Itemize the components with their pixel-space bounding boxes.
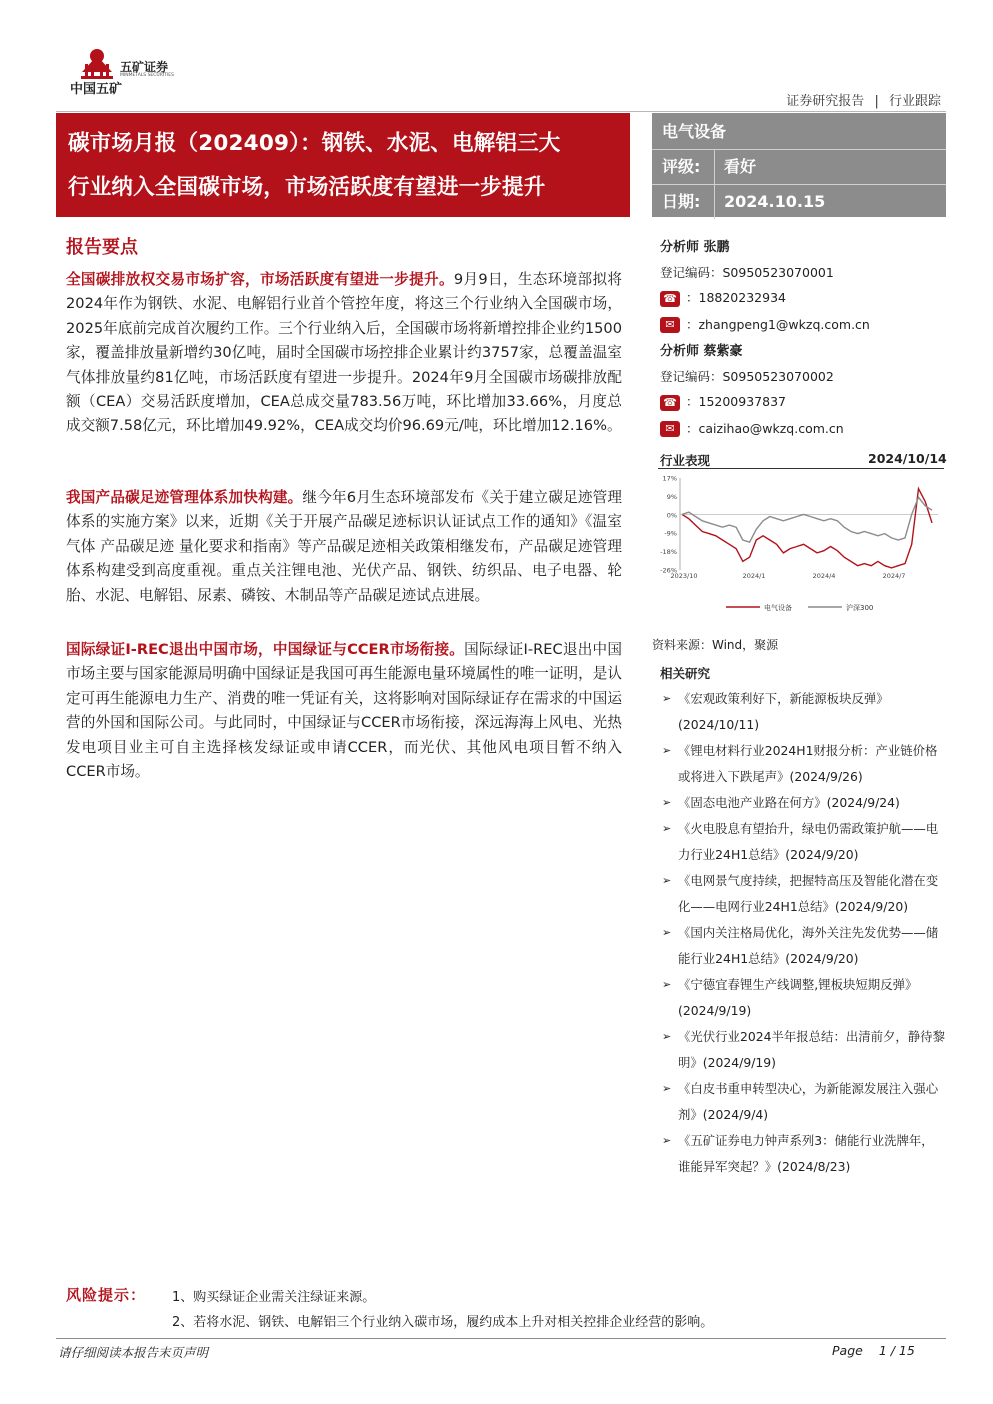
related-research-item[interactable]: [662, 1076, 946, 1128]
paragraph-body: 继今年6月生态环境部发布《关于建立碳足迹管理体系的实施方案》以来，近期《关于开展产品碳足迹标识认证试点工作的通知》《温室气体 产品碳足迹 量化要求和指南》等产品碳足迹相关政策相继发布，产品碳足迹管理体系构建受到高度重视。重点关注锂电池、光伏产品、钢铁、纺织品、电子电器、轮胎、水泥、电解铝、尿素、磷铵、木制品等产品碳足迹试点进展。: [66, 489, 622, 604]
related-research-item[interactable]: [662, 920, 946, 972]
company-logo: [64, 42, 224, 98]
page-number: [832, 1343, 915, 1358]
phone-icon: ☎: [660, 395, 680, 411]
related-research-title: 《锂电材料行业2024H1财报分析：产业链价格或将进入下跌尾声》(2024/9/26): [678, 743, 938, 784]
summary-paragraph-3: [66, 638, 622, 784]
x-tick-label: 2024/1: [742, 572, 766, 580]
related-research-list: [662, 686, 946, 1180]
date-label: 日期:: [662, 192, 701, 211]
chart-title: 行业表现: [660, 453, 711, 468]
arrow-bullet-icon: ➢: [662, 978, 672, 991]
arrow-bullet-icon: ➢: [662, 1082, 672, 1095]
footer-disclaimer: 请仔细阅读本报告末页声明: [58, 1345, 209, 1360]
related-research-item[interactable]: [662, 868, 946, 920]
x-tick-label: 2024/7: [882, 572, 906, 580]
paragraph-body: 9月9日，生态环境部拟将2024年作为钢铁、水泥、电解铝行业首个管控年度，将这三个行业纳入全国碳市场，2025年底前完成首次履约工作。三个行业纳入后，全国碳市场将新增控排企业约1500家，覆盖排放量新增约30亿吨，届时全国碳市场控排企业累计约3757家，总覆盖温室气体排放量约81亿吨，市场活跃度有望进一步提升。2024年9月全国碳市场碳排放配额（CEA）交易活跃度增加，CEA总成交量783.56万吨，环比增加33.66%，月度总成交额7.58亿元，环比增加49.92%，CEA成交均价96.69元/吨，环比增加12.16%。: [66, 271, 622, 435]
related-research-item[interactable]: [662, 1024, 946, 1076]
analyst-email-row: [660, 315, 870, 334]
x-tick-label: 2024/4: [812, 572, 836, 580]
arrow-bullet-icon: ➢: [662, 692, 672, 705]
rating-label: 评级:: [662, 157, 701, 176]
category-separator: |: [874, 94, 879, 109]
phone-icon: ☎: [660, 291, 680, 307]
related-research-heading: 相关研究: [660, 666, 711, 681]
risk-heading: 风险提示：: [66, 1286, 147, 1304]
report-title-line1: 碳市场月报（202409）：钢铁、水泥、电解铝三大: [68, 131, 561, 156]
legend-label: 沪深300: [846, 604, 874, 612]
related-research-title: 《电网景气度持续，把握特高压及智能化潜在变化——电网行业24H1总结》(2024/9/20): [678, 873, 939, 914]
analyst-phone-row: [660, 392, 844, 411]
industry-performance-chart: [648, 470, 946, 630]
report-subtype: 行业跟踪: [888, 94, 941, 109]
email-icon: ✉: [660, 317, 680, 333]
related-research-title: 《光伏行业2024半年报总结：出清前夕，静待黎明》(2024/9/19): [678, 1029, 945, 1070]
analyst-name: 分析师 张鹏: [660, 240, 730, 255]
arrow-bullet-icon: ➢: [662, 926, 672, 939]
report-title-banner: [56, 113, 630, 217]
related-research-item[interactable]: [662, 790, 946, 816]
series-line-electrical-equipment: [682, 489, 932, 568]
logo-text: 中国五矿: [70, 82, 123, 97]
related-research-title: 《宏观政策利好下，新能源板块反弹》(2024/10/11): [678, 691, 889, 732]
related-research-item[interactable]: [662, 738, 946, 790]
date-value: 2024.10.15: [724, 192, 826, 211]
brand-name: 五矿证券: [120, 60, 169, 74]
info-col-divider: [714, 150, 715, 184]
related-research-item[interactable]: [662, 1128, 946, 1180]
analyst-block-1: [660, 236, 870, 333]
risk-item-1: 1、购买绿证企业需关注绿证来源。: [172, 1290, 376, 1305]
analyst-block-2: [660, 340, 844, 437]
summary-paragraph-2: [66, 486, 622, 608]
email-icon: ✉: [660, 421, 680, 437]
report-title-line2: 行业纳入全国碳市场，市场活跃度有望进一步提升: [68, 175, 546, 200]
risk-item-2: 2、若将水泥、钢铁、电解铝三个行业纳入碳市场，履约成本上升对相关控排企业经营的影响。: [172, 1315, 714, 1330]
summary-paragraph-1: [66, 268, 622, 439]
summary-heading: 报告要点: [66, 237, 138, 258]
arrow-bullet-icon: ➢: [662, 744, 672, 757]
related-research-title: 《火电股息有望抬升，绿电仍需政策护航——电力行业24H1总结》(2024/9/20): [678, 821, 939, 862]
sector-name: 电气设备: [662, 122, 727, 141]
page-label: Page: [832, 1343, 863, 1358]
arrow-bullet-icon: ➢: [662, 796, 672, 809]
y-tick-label: -9%: [664, 529, 677, 538]
page-count: 1 / 15: [878, 1343, 915, 1358]
analyst-registration: 登记编码：S0950523070002: [660, 369, 834, 384]
arrow-bullet-icon: ➢: [662, 822, 672, 835]
paragraph-body: 国际绿证I-REC退出中国市场主要与国家能源局明确中国绿证是我国可再生能源电量环境属性的唯一证明，是认定可再生能源电力生产、消费的唯一凭证有关，这将影响对国际绿证存在需求的中国运营的外国和国际公司。与此同时，中国绿证与CCER市场衔接，深远海海上风电、光热发电项目业主可自主选择核发绿证或申请CCER，而光伏、其他风电项目暂不纳入CCER市场。: [66, 641, 622, 781]
paragraph-lead: 我国产品碳足迹管理体系加快构建。: [66, 489, 303, 506]
related-research-title: 《五矿证券电力钟声系列3：储能行业洗牌年，谁能异军突起？》(2024/8/23): [678, 1133, 934, 1174]
related-research-item[interactable]: [662, 816, 946, 868]
analyst-email[interactable]: ：zhangpeng1@wkzq.com.cn: [686, 316, 870, 332]
analyst-email[interactable]: ：caizihao@wkzq.com.cn: [686, 420, 844, 436]
paragraph-lead: 全国碳排放权交易市场扩容，市场活跃度有望进一步提升。: [66, 271, 454, 288]
legend-label: 电气设备: [764, 604, 792, 612]
rating-info-box: [652, 113, 946, 217]
report-type: 证券研究报告: [786, 94, 865, 109]
arrow-bullet-icon: ➢: [662, 1134, 672, 1147]
chart-source: 资料来源：Wind，聚源: [652, 638, 779, 652]
analyst-phone: ：18820232934: [686, 290, 786, 305]
rating-value: 看好: [724, 157, 757, 176]
chart-title-divider: [658, 468, 944, 469]
analyst-email-row: [660, 419, 844, 438]
arrow-bullet-icon: ➢: [662, 1030, 672, 1043]
paragraph-lead: 国际绿证I-REC退出中国市场，中国绿证与CCER市场衔接。: [66, 641, 465, 658]
related-research-title: 《国内关注格局优化，海外关注先发优势——储能行业24H1总结》(2024/9/20): [678, 925, 939, 966]
y-tick-label: 9%: [666, 492, 677, 501]
related-research-title: 《固态电池产业路在何方》(2024/9/24): [678, 795, 900, 810]
y-tick-label: -26%: [660, 566, 677, 575]
y-tick-label: -18%: [660, 548, 677, 557]
analyst-phone-row: [660, 288, 870, 307]
chart-date: 2024/10/14: [868, 451, 947, 466]
analyst-phone: ：15200937837: [686, 394, 786, 409]
arrow-bullet-icon: ➢: [662, 874, 672, 887]
y-tick-label: 17%: [662, 474, 677, 483]
series-line-csi300: [682, 497, 932, 542]
related-research-item[interactable]: [662, 972, 946, 1024]
related-research-title: 《白皮书重申转型决心，为新能源发展注入强心剂》(2024/9/4): [678, 1081, 939, 1122]
analyst-registration: 登记编码：S0950523070001: [660, 265, 834, 280]
y-tick-label: 0%: [666, 511, 677, 520]
report-category: [786, 90, 941, 109]
brand-english: MINMETALS SECURITIES: [120, 73, 174, 78]
analyst-name: 分析师 蔡紫豪: [660, 344, 743, 359]
footer-divider: [56, 1338, 946, 1339]
x-tick-label: 2023/10: [670, 572, 698, 580]
info-col-divider: [714, 185, 715, 219]
related-research-title: 《宁德宜春锂生产线调整,锂板块短期反弹》(2024/9/19): [678, 977, 918, 1018]
header-divider: [56, 111, 946, 112]
related-research-item[interactable]: [662, 686, 946, 738]
